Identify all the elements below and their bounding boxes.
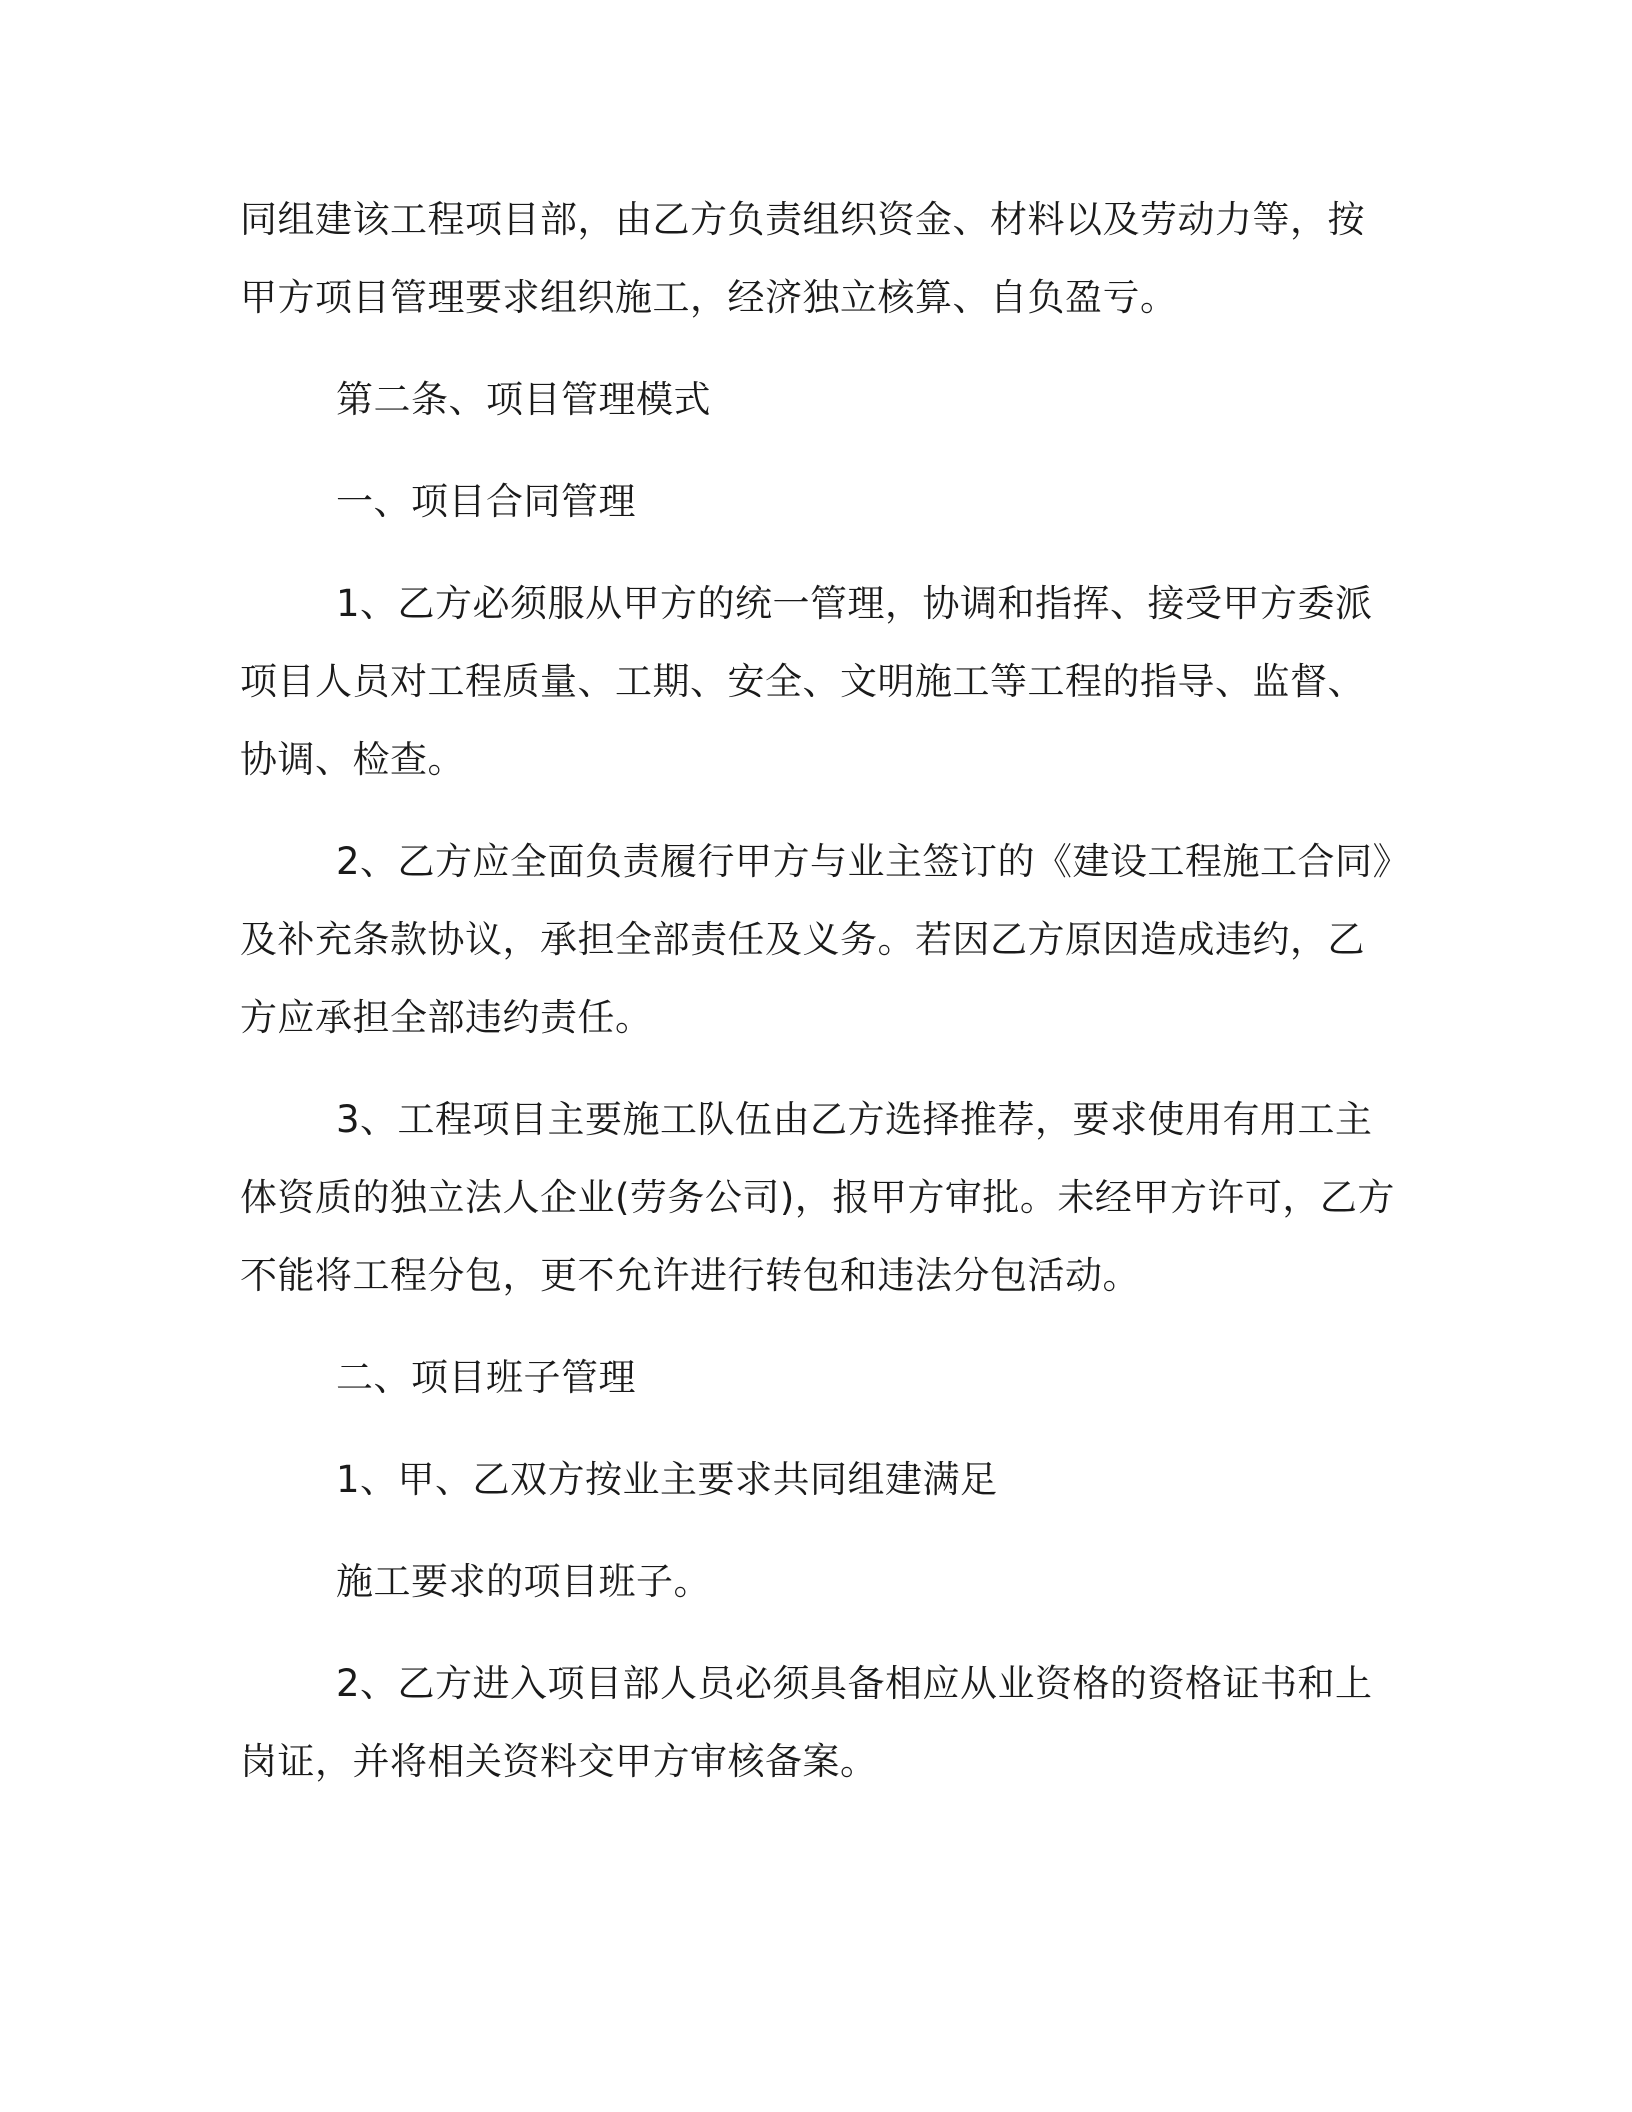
paragraph-line: 1、乙方必须服从甲方的统一管理，协调和指挥、接受甲方委派	[336, 582, 1373, 625]
paragraph-line: 2、乙方进入项目部人员必须具备相应从业资格的资格证书和上	[336, 1662, 1373, 1705]
paragraph-line: 不能将工程分包，更不允许进行转包和违法分包活动。	[240, 1254, 1140, 1297]
paragraph-line: 2、乙方应全面负责履行甲方与业主签订的《建设工程施工合同》	[336, 840, 1411, 883]
paragraph-line: 同组建该工程项目部，由乙方负责组织资金、材料以及劳动力等，按	[240, 198, 1365, 241]
article-heading: 第二条、项目管理模式	[336, 378, 711, 421]
paragraph-line: 岗证，并将相关资料交甲方审核备案。	[240, 1740, 878, 1783]
paragraph-line: 施工要求的项目班子。	[336, 1560, 711, 1603]
paragraph-line: 体资质的独立法人企业(劳务公司)，报甲方审批。未经甲方许可，乙方	[240, 1176, 1395, 1219]
paragraph-line: 协调、检查。	[240, 738, 465, 781]
paragraph-line: 甲方项目管理要求组织施工，经济独立核算、自负盈亏。	[240, 276, 1178, 319]
paragraph-line: 方应承担全部违约责任。	[240, 996, 653, 1039]
paragraph-line: 1、甲、乙双方按业主要求共同组建满足	[336, 1458, 998, 1501]
section-heading: 二、项目班子管理	[336, 1356, 636, 1399]
section-heading: 一、项目合同管理	[336, 480, 636, 523]
paragraph-line: 项目人员对工程质量、工期、安全、文明施工等工程的指导、监督、	[240, 660, 1365, 703]
paragraph-line: 3、工程项目主要施工队伍由乙方选择推荐，要求使用有用工主	[336, 1098, 1373, 1141]
paragraph-line: 及补充条款协议，承担全部责任及义务。若因乙方原因造成违约，乙	[240, 918, 1365, 961]
